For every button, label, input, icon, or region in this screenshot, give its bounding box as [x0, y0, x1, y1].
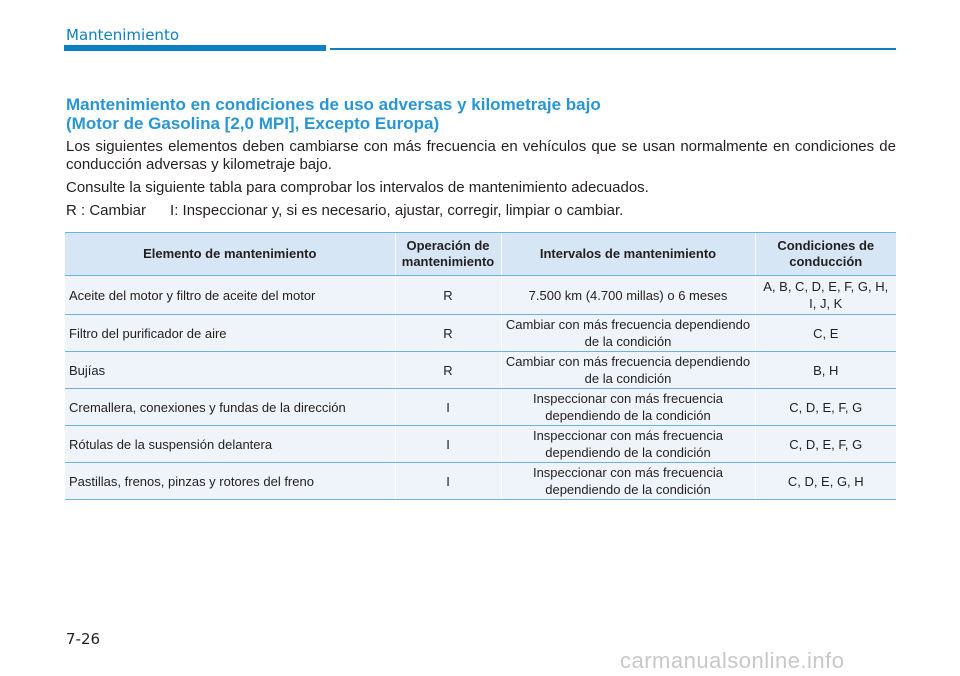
cell-interval: Inspeccionar con más frecuencia dependiendo de la condición [501, 463, 755, 500]
intro-paragraph-2: Consulte la siguiente tabla para comprobar los intervalos de mantenimiento adecuados. [66, 179, 649, 196]
cell-conditions: C, D, E, F, G [755, 426, 896, 463]
cell-item: Pastillas, frenos, pinzas y rotores del freno [65, 463, 395, 500]
table-row [65, 276, 896, 315]
cell-operation: I [395, 426, 501, 463]
intro-paragraph-1: Los siguientes elementos deben cambiarse con más frecuencia en vehículos que se usan normalmente en condiciones de conducción adversas y kilometraje bajo. [66, 138, 896, 173]
cell-conditions: C, D, E, F, G [755, 389, 896, 426]
column-header-operation: Operación de mantenimiento [395, 233, 501, 276]
maintenance-table [65, 232, 896, 500]
cell-interval: Cambiar con más frecuencia dependiendo de la condición [501, 352, 755, 389]
column-header-conditions: Condiciones de conducción [755, 233, 896, 276]
table-row [65, 315, 896, 352]
table-header-row [65, 233, 896, 276]
cell-operation: I [395, 463, 501, 500]
cell-conditions: B, H [755, 352, 896, 389]
heading-line-2: (Motor de Gasolina [2,0 MPI], Excepto Europa) [66, 114, 440, 133]
column-header-item: Elemento de mantenimiento [65, 233, 395, 276]
cell-operation: R [395, 276, 501, 315]
table-row [65, 463, 896, 500]
watermark: carmanualsonline.info [620, 648, 845, 673]
cell-conditions: A, B, C, D, E, F, G, H, I, J, K [755, 276, 896, 315]
cell-item: Rótulas de la suspensión delantera [65, 426, 395, 463]
column-header-interval: Intervalos de mantenimiento [501, 233, 755, 276]
cell-interval: Inspeccionar con más frecuencia dependiendo de la condición [501, 389, 755, 426]
section-title: Mantenimiento [66, 26, 179, 44]
table-row [65, 389, 896, 426]
heading-line-1: Mantenimiento en condiciones de uso adversas y kilometraje bajo [66, 95, 601, 114]
header-rule-thin [330, 48, 896, 50]
cell-operation: R [395, 315, 501, 352]
cell-conditions: C, E [755, 315, 896, 352]
cell-interval: Inspeccionar con más frecuencia dependiendo de la condición [501, 426, 755, 463]
legend-replace: R : Cambiar [66, 202, 147, 219]
intro-text [66, 138, 896, 225]
cell-item: Filtro del purificador de aire [65, 315, 395, 352]
table-row [65, 352, 896, 389]
cell-item: Cremallera, conexiones y fundas de la dirección [65, 389, 395, 426]
page-heading [66, 95, 896, 133]
table-row [65, 426, 896, 463]
cell-item: Bujías [65, 352, 395, 389]
page-number: 7-26 [66, 630, 101, 648]
cell-interval: Cambiar con más frecuencia dependiendo de la condición [501, 315, 755, 352]
header-rule-thick [64, 45, 326, 51]
cell-interval: 7.500 km (4.700 millas) o 6 meses [501, 276, 755, 315]
cell-operation: R [395, 352, 501, 389]
legend-line [66, 202, 896, 220]
cell-item: Aceite del motor y filtro de aceite del motor [65, 276, 395, 315]
cell-operation: I [395, 389, 501, 426]
legend-inspect: I: Inspeccionar y, si es necesario, ajustar, corregir, limpiar o cambiar. [170, 202, 624, 219]
cell-conditions: C, D, E, G, H [755, 463, 896, 500]
